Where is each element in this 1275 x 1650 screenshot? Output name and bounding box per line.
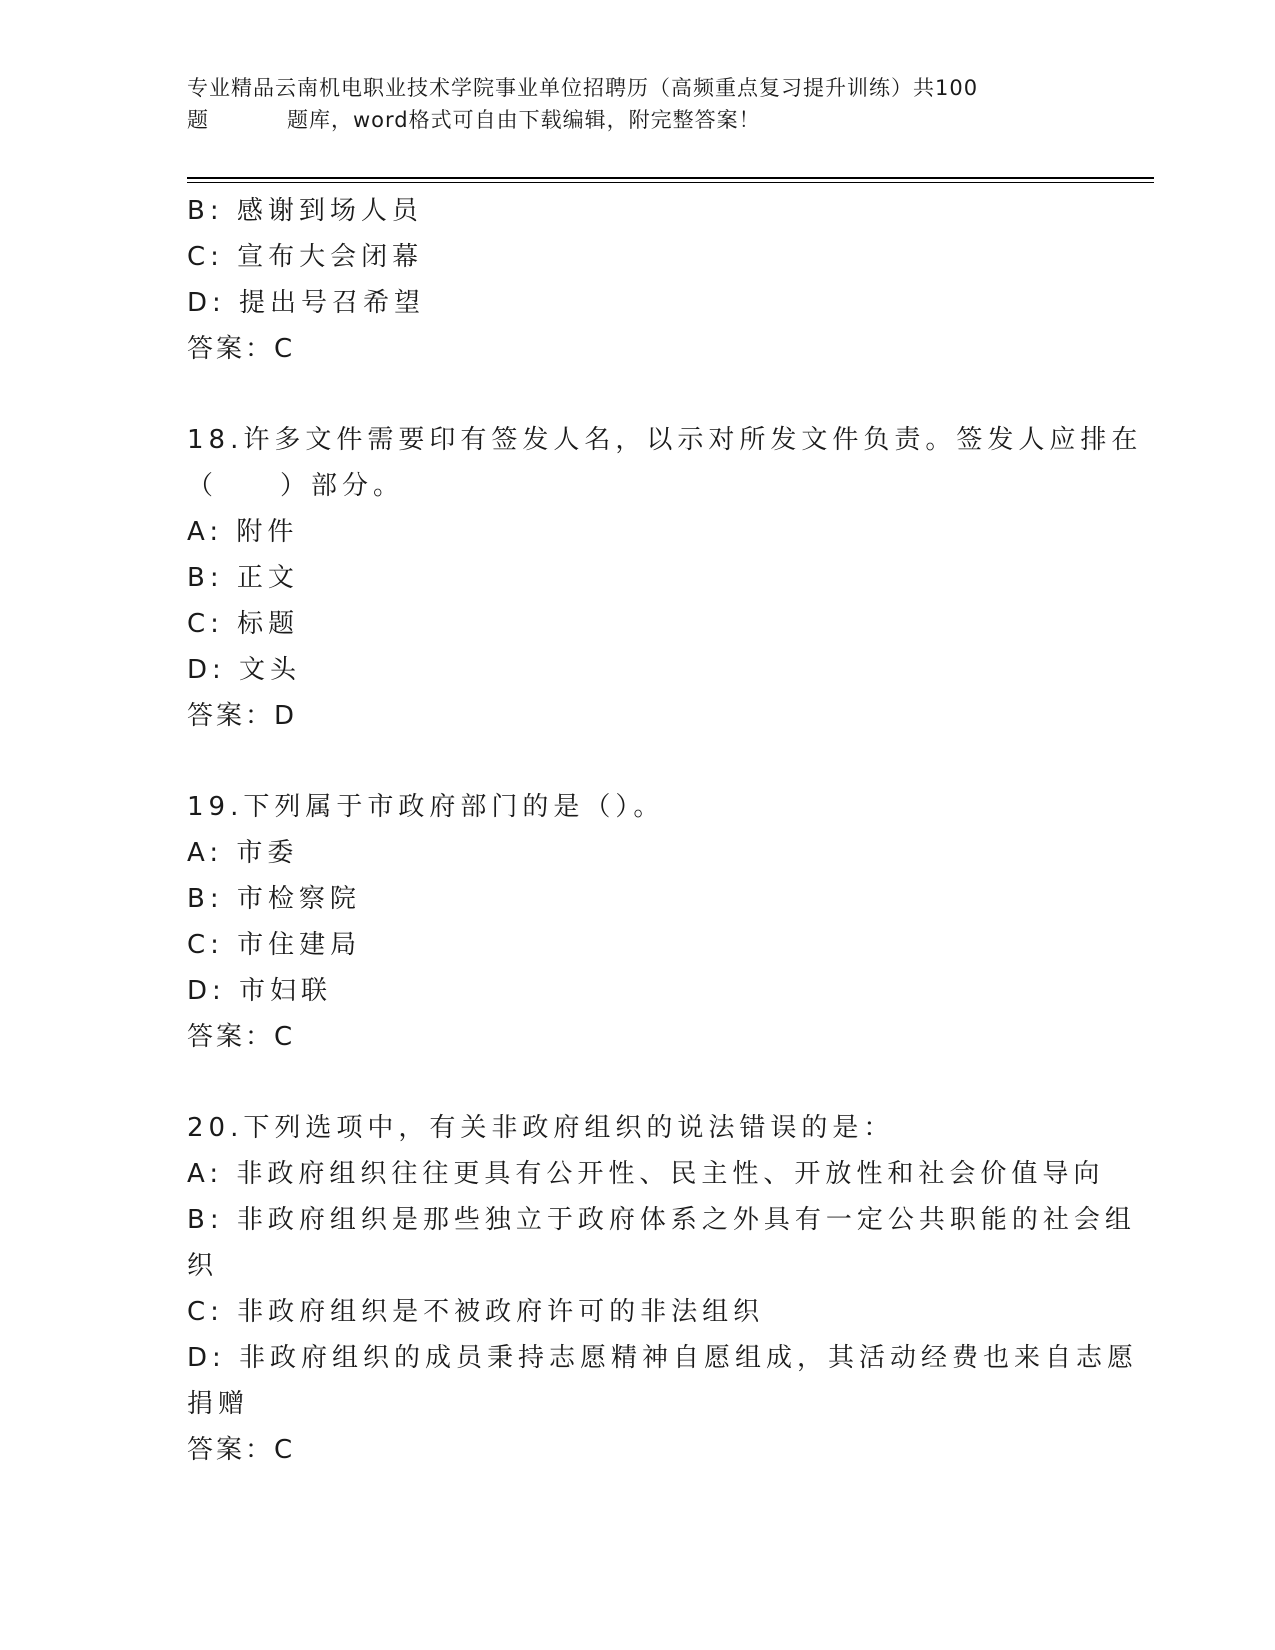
option-d: D: 非政府组织的成员秉持志愿精神自愿组成，其活动经费也来自志愿	[187, 1343, 1139, 1373]
option-b: B: 非政府组织是那些独立于政府体系之外具有一定公共职能的社会组	[187, 1205, 1136, 1235]
option-d-continued: 捐赠	[187, 1389, 250, 1419]
question-stem-continued: （ ）部分。	[187, 471, 405, 501]
question-17-tail	[187, 188, 1067, 372]
option-c: C: 非政府组织是不被政府许可的非法组织	[187, 1297, 765, 1327]
option-a: A: 市委	[187, 838, 299, 868]
header-divider-thin	[187, 182, 1154, 183]
option-a: A: 非政府组织往往更具有公开性、民主性、开放性和社会价值导向	[187, 1159, 1105, 1189]
option-c: C: 宣布大会闭幕	[187, 242, 424, 272]
option-d: D: 市妇联	[187, 976, 333, 1006]
header-title-line-2-rest: 题库，word格式可自由下载编辑，附完整答案！	[287, 108, 761, 132]
option-b: B: 市检察院	[187, 884, 361, 914]
option-b: B: 感谢到场人员	[187, 196, 423, 226]
question-content	[187, 188, 1143, 1473]
option-c: C: 市住建局	[187, 930, 362, 960]
answer-line: 答案：C	[187, 334, 296, 364]
header-title-line-2-lead: 题	[187, 108, 209, 132]
spacer	[187, 739, 1067, 784]
spacer	[187, 1060, 1067, 1105]
header-title-line-1: 专业精品云南机电职业技术学院事业单位招聘历（高频重点复习提升训练）共100	[187, 76, 979, 100]
header-divider-thick	[187, 177, 1154, 179]
answer-line: 答案：C	[187, 1022, 296, 1052]
option-d: D: 文头	[187, 655, 302, 685]
question-19	[187, 784, 1067, 1060]
question-stem: 20.下列选项中，有关非政府组织的说法错误的是：	[187, 1113, 895, 1143]
question-stem: 19.下列属于市政府部门的是（）。	[187, 792, 665, 822]
question-18	[187, 417, 1143, 739]
question-stem: 18.许多文件需要印有签发人名，以示对所发文件负责。签发人应排在	[187, 425, 1143, 455]
document-header	[187, 72, 1087, 136]
answer-line: 答案：C	[187, 1435, 296, 1465]
option-a: A: 附件	[187, 517, 299, 547]
option-d: D: 提出号召希望	[187, 288, 426, 318]
option-b: B: 正文	[187, 563, 299, 593]
answer-line: 答案：D	[187, 701, 298, 731]
spacer	[187, 372, 1067, 417]
header-title-line-2	[187, 104, 1087, 136]
question-20	[187, 1105, 1139, 1473]
option-b-continued: 织	[187, 1251, 219, 1281]
option-c: C: 标题	[187, 609, 300, 639]
